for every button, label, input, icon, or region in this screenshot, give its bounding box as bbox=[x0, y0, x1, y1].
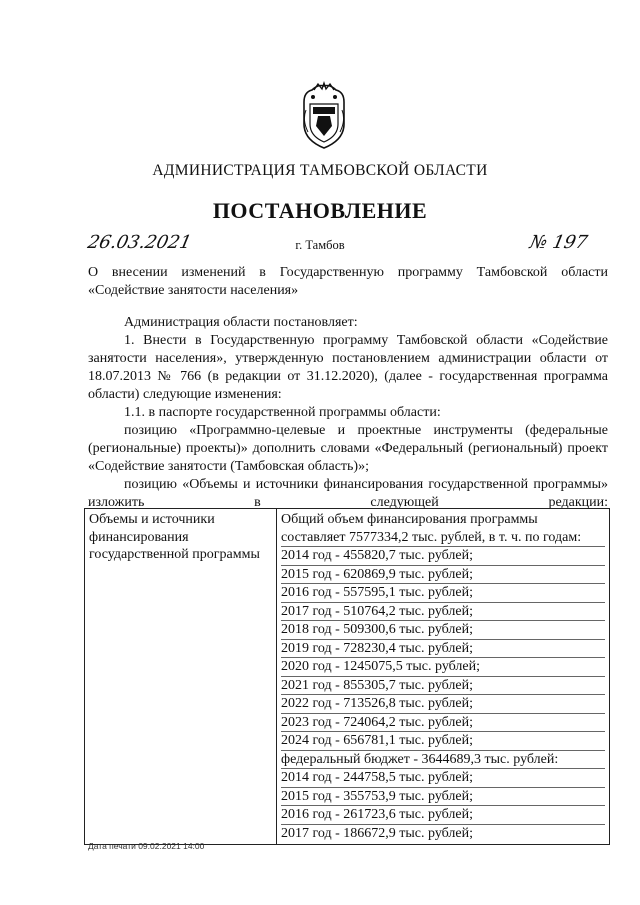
document-subject: О внесении изменений в Государственную программу Тамбовской области «Содействие занятости населения» bbox=[88, 265, 608, 298]
document-number: № 197 bbox=[527, 232, 590, 253]
table-row bbox=[85, 509, 610, 845]
organization-name: АДМИНИСТРАЦИЯ ТАМБОВСКОЙ ОБЛАСТИ bbox=[152, 162, 488, 179]
table-line: 2024 год - 656781,1 тыс. рублей; bbox=[281, 732, 605, 751]
coat-of-arms-icon bbox=[298, 80, 350, 150]
table-line: Общий объем финансирования программы составляет 7577334,2 тыс. рублей, в т. ч. по годам: bbox=[281, 511, 605, 547]
document-date: 26.03.2021 bbox=[85, 232, 194, 253]
table-line: 2015 год - 620869,9 тыс. рублей; bbox=[281, 566, 605, 585]
table-line: 2020 год - 1245075,5 тыс. рублей; bbox=[281, 658, 605, 677]
print-date: Дата печати 09.02.2021 14:00 bbox=[88, 841, 205, 851]
financing-table bbox=[84, 508, 610, 845]
table-left-cell: Объемы и источники финансирования государственной программы bbox=[85, 509, 277, 845]
table-line: 2014 год - 244758,5 тыс. рублей; bbox=[281, 769, 605, 788]
table-line: 2015 год - 355753,9 тыс. рублей; bbox=[281, 788, 605, 807]
document-city: г. Тамбов bbox=[295, 238, 345, 252]
position-2-paragraph: позицию «Объемы и источники финансирования государственной программы» изложить в следующей редакции: bbox=[88, 477, 608, 510]
table-line: 2016 год - 261723,6 тыс. рублей; bbox=[281, 806, 605, 825]
item-1-1-paragraph: 1.1. в паспорте государственной программы области: bbox=[124, 405, 441, 420]
item-1-paragraph: 1. Внести в Государственную программу Тамбовской области «Содействие занятости населения», утвержденную постановлением администрации области от 18.07.2013 № 766 (в редакции от 31.12.2020), (далее - государственная программа области) следующие изменения: bbox=[88, 333, 608, 402]
table-line: 2018 год - 509300,6 тыс. рублей; bbox=[281, 621, 605, 640]
table-line: 2022 год - 713526,8 тыс. рублей; bbox=[281, 695, 605, 714]
table-line: 2017 год - 510764,2 тыс. рублей; bbox=[281, 603, 605, 622]
table-line: 2019 год - 728230,4 тыс. рублей; bbox=[281, 640, 605, 659]
position-1-paragraph: позицию «Программно-целевые и проектные инструменты (федеральные (региональные) проекты)» дополнить словами «Федеральный (региональный) проект «Содействие занятости (Тамбовская область)»; bbox=[88, 423, 608, 474]
document-body bbox=[88, 314, 608, 512]
table-line: 2014 год - 455820,7 тыс. рублей; bbox=[281, 547, 605, 566]
intro-paragraph: Администрация области постановляет: bbox=[124, 315, 358, 330]
table-line: 2017 год - 186672,9 тыс. рублей; bbox=[281, 825, 474, 841]
table-line: 2023 год - 724064,2 тыс. рублей; bbox=[281, 714, 605, 733]
table-line: федеральный бюджет - 3644689,3 тыс. рублей: bbox=[281, 751, 605, 770]
table-right-cell bbox=[277, 509, 610, 845]
document-title: ПОСТАНОВЛЕНИЕ bbox=[212, 198, 428, 223]
table-line: 2016 год - 557595,1 тыс. рублей; bbox=[281, 584, 605, 603]
table-line: 2021 год - 855305,7 тыс. рублей; bbox=[281, 677, 605, 696]
